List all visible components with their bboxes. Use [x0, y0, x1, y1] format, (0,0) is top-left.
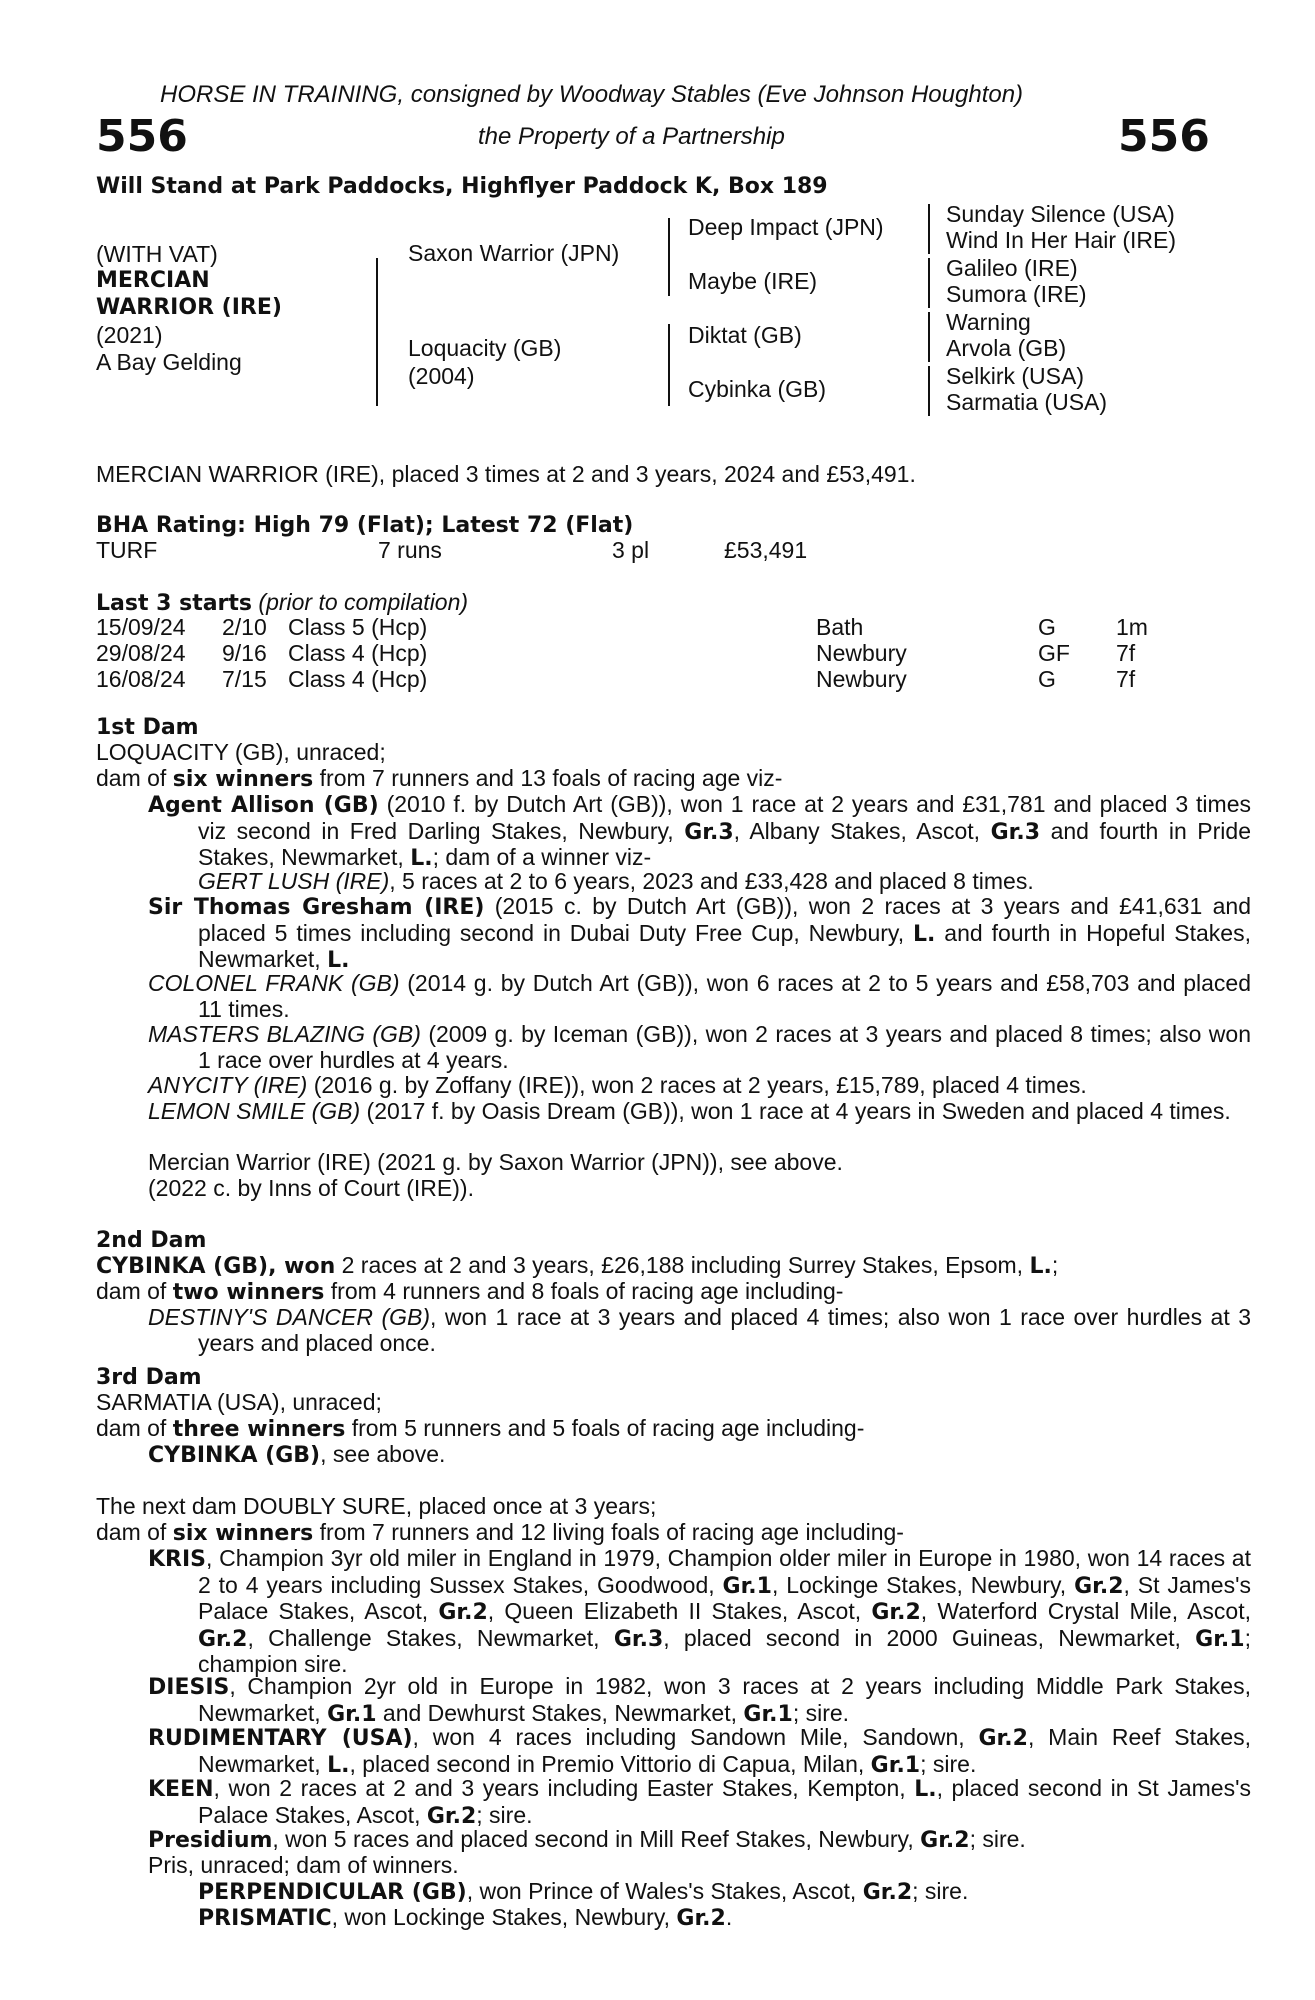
start-class: Class 4 (Hcp)	[288, 666, 428, 692]
horse-name-1: MERCIAN	[96, 268, 210, 293]
text: , see above.	[320, 1441, 446, 1467]
text: dam of	[96, 1415, 173, 1441]
text: , Waterford Crystal Mile, Ascot,	[920, 1598, 1251, 1625]
start-distance: 1m	[1116, 614, 1148, 640]
pedigree-brace-2a	[668, 218, 670, 296]
start-course: Newbury	[816, 640, 907, 666]
horse-name-2: WARRIOR (IRE)	[96, 295, 282, 320]
start-date: 15/09/24	[96, 614, 186, 640]
produce-mercian-warrior: Mercian Warrior (IRE) (2021 g. by Saxon Warrior (JPN)), see above.	[148, 1149, 843, 1175]
horse-name: CYBINKA (GB),	[96, 1254, 277, 1279]
horse-name: PERPENDICULAR (GB)	[198, 1880, 467, 1905]
grade: Gr.2	[426, 1803, 477, 1829]
horse-name: RUDIMENTARY (USA)	[148, 1726, 413, 1751]
start-going: GF	[1038, 640, 1070, 666]
start-position: 9/16	[222, 640, 267, 666]
start-position: 2/10	[222, 614, 267, 640]
start-distance: 7f	[1116, 640, 1136, 666]
start-position: 7/15	[222, 666, 267, 692]
text: (2014 g. by Dutch Art (GB)), won 6 races at 2 to 5 years and £58,703 and placed 11 times.	[198, 970, 1252, 1022]
text: , Challenge Stakes, Newmarket,	[247, 1624, 614, 1651]
text: (2010 f. by Dutch Art (GB)), won 1 race at 2 years and £31,781 and placed 3 times viz second in Fred Darling Stakes, Newbury,	[198, 791, 1251, 844]
grade: Gr.2	[862, 1880, 913, 1905]
start-course: Newbury	[816, 666, 907, 692]
pedigree-sss: Sunday Silence (USA)	[946, 201, 1175, 227]
third-dam-produce	[96, 1416, 864, 1443]
produce-anycity	[148, 1073, 1251, 1099]
bha-rating: BHA Rating: High 79 (Flat); Latest 72 (Flat)	[96, 513, 634, 538]
start-distance: 7f	[1116, 666, 1136, 692]
text: ; sire.	[969, 1826, 1026, 1852]
pedigree-sire-dam: Maybe (IRE)	[688, 268, 818, 294]
grade: Gr.1	[327, 1701, 377, 1727]
pedigree-dam-sire: Diktat (GB)	[688, 322, 802, 348]
rating-surface: TURF	[96, 537, 158, 563]
text: , won 1 race at 3 years and placed 4 times; also won 1 race over hurdles at 3 years and placed once.	[198, 1304, 1251, 1356]
text: (2017 f. by Oasis Dream (GB)), won 1 race at 4 years in Sweden and placed 4 times.	[360, 1098, 1231, 1124]
grade: L.	[1029, 1254, 1052, 1279]
text: (2015 c. by Dutch Art (GB)), won 2 races at 3 years and £41,631 and placed 5 times including second in Dubai Duty Free Cup, Newbury,	[198, 893, 1251, 946]
won-label: won	[276, 1254, 336, 1279]
text: (2009 g. by Iceman (GB)), won 2 races at 3 years and placed 8 times; also won 1 race over hurdles at 4 years.	[198, 1021, 1251, 1073]
horse-description: A Bay Gelding	[96, 349, 242, 375]
produce-presidium	[148, 1827, 1026, 1854]
pedigree-sire-sire: Deep Impact (JPN)	[688, 214, 884, 240]
horse-name: COLONEL FRANK (GB)	[148, 970, 400, 996]
text: , won Lockinge Stakes, Newbury,	[331, 1904, 677, 1930]
horse-name: Agent Allison (GB)	[148, 793, 379, 818]
text: .	[725, 1904, 733, 1930]
pedigree-brace-3b	[928, 258, 930, 308]
text: and fourth in Pride Stakes, Newmarket,	[198, 817, 1251, 871]
text: , placed second in Premio Vittorio di Capua, Milan,	[349, 1750, 871, 1777]
text: ; sire.	[912, 1878, 969, 1904]
start-course: Bath	[816, 614, 864, 640]
grade: L.	[913, 921, 936, 947]
horse-name: Presidium	[148, 1828, 273, 1853]
pedigree-sire: Saxon Warrior (JPN)	[408, 240, 620, 266]
pedigree-brace-3c	[928, 312, 930, 362]
consignor-line: HORSE IN TRAINING, consigned by Woodway Stables (Eve Johnson Houghton)	[160, 81, 1024, 108]
grade: Gr.1	[722, 1573, 772, 1599]
pedigree-dds: Selkirk (USA)	[946, 363, 1085, 389]
second-dam-name	[96, 1253, 1058, 1280]
pedigree-dam: Loquacity (GB)	[408, 335, 562, 361]
text: ; sire.	[920, 1750, 977, 1777]
text: 2 races at 2 and 3 years, £26,188 including Surrey Stakes, Epsom,	[335, 1252, 1030, 1278]
rating-runs: 7 runs	[378, 537, 442, 563]
race-summary: MERCIAN WARRIOR (IRE), placed 3 times at 2 and 3 years, 2024 and £53,491.	[96, 461, 916, 487]
pedigree-brace-2b	[668, 324, 670, 406]
first-dam-name: LOQUACITY (GB), unraced;	[96, 739, 386, 765]
pedigree-dam-dam: Cybinka (GB)	[688, 376, 827, 402]
text: ;	[1051, 1252, 1059, 1278]
pedigree-sds: Galileo (IRE)	[946, 255, 1078, 281]
pedigree-brace-1	[376, 258, 378, 406]
pedigree-dss: Warning	[946, 309, 1031, 335]
second-dam-produce	[96, 1279, 843, 1306]
text: dam of	[96, 765, 173, 791]
grade: Gr.3	[684, 819, 734, 845]
horse-name: DESTINY'S DANCER (GB)	[148, 1304, 431, 1330]
text: from 4 runners and 8 foals of racing age including-	[324, 1278, 844, 1304]
text: and fourth in Hopeful Stakes, Newmarket,	[198, 919, 1251, 973]
next-dam-produce	[96, 1520, 904, 1547]
third-dam-heading: 3rd Dam	[96, 1365, 202, 1390]
grade: Gr.2	[676, 1906, 726, 1931]
grade: L.	[410, 846, 433, 872]
horse-name: LEMON SMILE (GB)	[148, 1098, 361, 1124]
grade: Gr.2	[1074, 1573, 1124, 1599]
first-dam-heading: 1st Dam	[96, 715, 199, 740]
produce-diesis	[148, 1674, 1251, 1727]
pedigree-dsd: Arvola (GB)	[946, 335, 1067, 361]
text: , 5 races at 2 to 6 years, 2023 and £33,428 and placed 8 times.	[389, 868, 1034, 894]
horse-name: DIESIS	[148, 1675, 230, 1700]
grade: Gr.2	[198, 1626, 248, 1652]
horse-year: (2021)	[96, 322, 163, 348]
produce-pris: Pris, unraced; dam of winners.	[148, 1852, 459, 1878]
horse-name: CYBINKA (GB)	[148, 1443, 321, 1468]
property-line: the Property of a Partnership	[478, 123, 785, 150]
grade: L.	[327, 1752, 350, 1778]
produce-perpendicular	[198, 1879, 968, 1906]
grade: Gr.3	[613, 1626, 664, 1652]
last-starts-title: Last 3 starts	[96, 591, 253, 616]
start-going: G	[1038, 666, 1056, 692]
text: , Main Reef Stakes, Newmarket,	[198, 1724, 1252, 1777]
lot-number-right: 556	[1118, 111, 1210, 162]
text: , placed second in St James's Palace Stakes, Ascot,	[198, 1775, 1251, 1828]
text: , Champion 2yr old in Europe in 1982, won 3 races at 2 years including Middle Park Stakes, Newmarket,	[198, 1673, 1251, 1726]
grade: Gr.1	[870, 1752, 921, 1778]
lot-number-left: 556	[96, 111, 188, 162]
rating-placed: 3 pl	[612, 537, 650, 563]
text: , won Prince of Wales's Stakes, Ascot,	[466, 1878, 863, 1904]
horse-name: GERT LUSH (IRE)	[198, 868, 390, 894]
produce-sir-thomas-gresham	[148, 894, 1251, 974]
produce-kris	[148, 1546, 1251, 1678]
stand-location: Will Stand at Park Paddocks, Highflyer Paddock K, Box 189	[96, 174, 828, 199]
grade: Gr.1	[1195, 1626, 1245, 1652]
pedigree-sdd: Sumora (IRE)	[946, 281, 1087, 307]
horse-name: Sir Thomas Gresham (IRE)	[148, 895, 485, 920]
last-starts-note: (prior to compilation)	[258, 589, 469, 615]
text: , Lockinge Stakes, Newbury,	[771, 1571, 1075, 1598]
grade: Gr.2	[978, 1726, 1028, 1751]
horse-name: KRIS	[148, 1547, 207, 1572]
start-going: G	[1038, 614, 1056, 640]
text: , won 4 races including Sandown Mile, Sandown,	[412, 1724, 979, 1750]
winners-count: three winners	[172, 1417, 346, 1442]
produce-keen	[148, 1776, 1251, 1829]
pedigree-brace-3d	[928, 366, 930, 416]
text: , St James's Palace Stakes, Ascot,	[198, 1571, 1251, 1625]
grade: Gr.2	[871, 1600, 921, 1626]
start-class: Class 4 (Hcp)	[288, 640, 428, 666]
grade: Gr.3	[990, 819, 1041, 845]
text: ; sire.	[792, 1699, 850, 1726]
produce-gert-lush	[198, 869, 1251, 895]
winners-count: six winners	[172, 767, 314, 792]
text: dam of	[96, 1519, 173, 1545]
produce-2022-colt: (2022 c. by Inns of Court (IRE)).	[148, 1175, 474, 1201]
winners-count: two winners	[172, 1280, 325, 1305]
third-dam-name: SARMATIA (USA), unraced;	[96, 1389, 382, 1415]
pedigree-ddd: Sarmatia (USA)	[946, 389, 1108, 415]
produce-rudimentary	[148, 1725, 1251, 1778]
text: , won 5 races and placed second in Mill Reef Stakes, Newbury,	[272, 1826, 921, 1852]
start-date: 29/08/24	[96, 640, 186, 666]
text: from 5 runners and 5 foals of racing age including-	[345, 1415, 865, 1441]
grade: L.	[914, 1777, 937, 1802]
text: , Albany Stakes, Ascot,	[733, 817, 991, 844]
text: from 7 runners and 13 foals of racing age viz-	[313, 765, 783, 791]
next-dam-name: The next dam DOUBLY SURE, placed once at 3 years;	[96, 1493, 657, 1519]
last-starts-heading	[96, 590, 468, 617]
pedigree-dam-year: (2004)	[408, 363, 475, 389]
produce-destinys-dancer	[148, 1305, 1251, 1356]
second-dam-heading: 2nd Dam	[96, 1228, 207, 1253]
text: and Dewhurst Stakes, Newmarket,	[376, 1699, 744, 1726]
text: (2016 g. by Zoffany (IRE)), won 2 races at 2 years, £15,789, placed 4 times.	[307, 1072, 1087, 1098]
grade: Gr.2	[920, 1828, 970, 1853]
horse-name: ANYCITY (IRE)	[148, 1072, 308, 1098]
pedigree-ssd: Wind In Her Hair (IRE)	[946, 227, 1177, 253]
produce-agent-allison	[148, 792, 1251, 872]
text: , placed second in 2000 Guineas, Newmarket,	[663, 1624, 1196, 1651]
rating-prize: £53,491	[724, 537, 808, 563]
start-class: Class 5 (Hcp)	[288, 614, 428, 640]
start-date: 16/08/24	[96, 666, 186, 692]
text: ; dam of a winner viz-	[432, 844, 652, 871]
grade: Gr.2	[438, 1600, 488, 1626]
pedigree-brace-3a	[928, 204, 930, 254]
vat-label: (WITH VAT)	[96, 241, 218, 267]
horse-name: PRISMATIC	[198, 1906, 332, 1931]
grade: L.	[327, 948, 350, 974]
grade: Gr.1	[743, 1701, 793, 1727]
text: from 7 runners and 12 living foals of racing age including-	[313, 1519, 904, 1545]
text: ; sire.	[476, 1801, 533, 1828]
text: , Queen Elizabeth II Stakes, Ascot,	[487, 1598, 872, 1625]
produce-colonel-frank	[148, 971, 1251, 1022]
text: , won 2 races at 2 and 3 years including Easter Stakes, Kempton,	[213, 1775, 915, 1801]
text: dam of	[96, 1278, 173, 1304]
winners-count: six winners	[172, 1521, 314, 1546]
produce-lemon-smile	[148, 1099, 1251, 1125]
horse-name: KEEN	[148, 1777, 214, 1802]
produce-cybinka	[148, 1442, 445, 1469]
text: , Champion 3yr old miler in England in 1979, Champion older miler in Europe in 1980, won 14 races at 2 to 4 years including Sussex Stakes, Goodwood,	[198, 1545, 1251, 1598]
produce-masters-blazing	[148, 1022, 1251, 1073]
first-dam-produce	[96, 766, 782, 793]
horse-name: MASTERS BLAZING (GB)	[148, 1021, 421, 1047]
text: ; champion sire.	[198, 1624, 1251, 1678]
produce-prismatic	[198, 1905, 732, 1932]
